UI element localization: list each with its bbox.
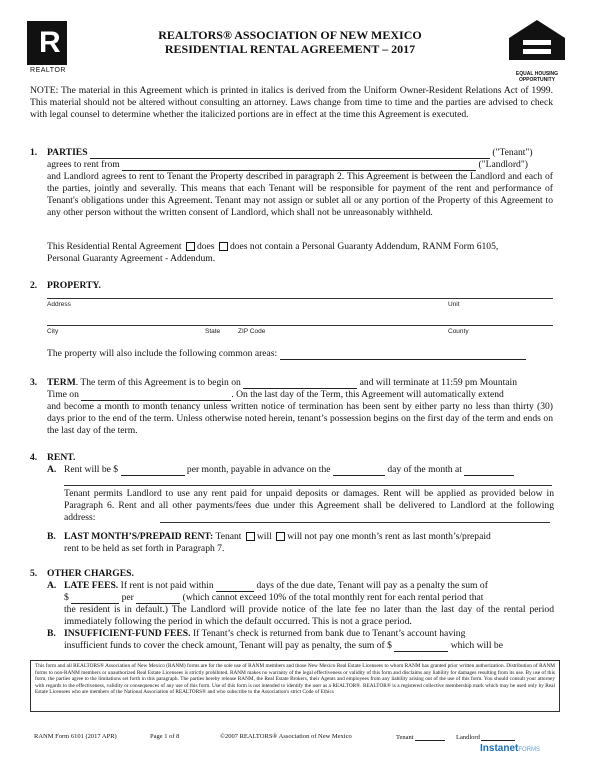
does-checkbox[interactable] [186, 242, 195, 251]
term-line-1 [47, 377, 557, 389]
state-label: State [205, 328, 221, 335]
footer-copyright: ©2007 REALTORS® Association of New Mexico [220, 733, 352, 740]
tenant-label: ("Tenant") [492, 147, 533, 158]
late-days-field[interactable] [216, 581, 254, 592]
late-fee-line-2 [64, 592, 556, 604]
late-text-2: days of the due date, Tenant will pay as a penalty the sum of [256, 580, 488, 591]
nsf-line-1 [64, 628, 554, 640]
property-title: PROPERTY. [47, 280, 101, 291]
last-month-tenant: Tenant [215, 531, 242, 542]
term-text-b: and will terminate at 11:59 pm Mountain [359, 377, 518, 388]
late-fee-line-1 [64, 580, 556, 592]
nsf-text-1: If Tenant’s check is returned from bank due to Tenant’s account having [192, 628, 466, 639]
pg-text-b: does not contain a Personal Guaranty Addendum, RANM Form 6105, [229, 241, 499, 252]
term-text-a: . The term of this Agreement is to begin on [75, 377, 241, 388]
title-line-2: RESIDENTIAL RENTAL AGREEMENT – 2017 [164, 42, 416, 56]
city-label: City [47, 328, 59, 335]
eho-text-2: OPPORTUNITY [518, 77, 556, 83]
rent-place-field[interactable] [464, 465, 514, 476]
nsf-b-letter: B. [47, 628, 56, 639]
last-month-title: LAST MONTH’S/PREPAID RENT: [64, 531, 214, 542]
agrees-text: agrees to rent from [47, 159, 120, 170]
nsf-amount-field[interactable] [394, 641, 448, 652]
term-body: and become a month to month tenancy unless written notice of termination has been sent by either party no less than thirty (30) days prior to the end of the term. Unless otherwise noted herein, tenant’s possession begins on the first day of the term and ends on the last day of the term. [47, 401, 553, 436]
rent-amount-field[interactable] [121, 465, 185, 476]
note-paragraph: NOTE: The material in this Agreement which is printed in italics is derived from the Uniform Owner-Resident Relations Act of 1999. This material should not be altered without consulting an attorney. Laws change from time to time and the parties are advised to check with legal counsel to determine whether the italicized portions are in effect at the time this Agreement is executed. [30, 85, 553, 120]
house-icon [505, 18, 569, 62]
rent-a-body: Tenant permits Landlord to use any rent paid for unpaid deposits or damages. Rent will be applied as provided below in Paragraph 6. Rent and all other payments/fees due under this Agreement shall be delivered to Landlord at the following address: [64, 488, 554, 523]
footer-tenant [396, 733, 445, 741]
will-not-label: will not pay one month’s rent as last month’s/prepaid [287, 531, 491, 542]
nsf-text-3: which will be [450, 640, 503, 651]
county-label: County [448, 328, 469, 335]
rent-b-line [64, 531, 556, 543]
pg-text-a: This Residential Rental Agreement [47, 241, 182, 252]
late-fee-body: the resident is in default.) The Landlord will provide notice of the late fee no later than the last day of the rental period immediately following the period in which the default occurred. This is not a grace period. [64, 604, 554, 627]
address-label: Address [47, 301, 71, 308]
section-1-body: and Landlord agrees to rent to Tenant the Property described in paragraph 2. This Agreement is between the Landlord and each of the parties, jointly and severally. This means that each Tenant will be responsible for payment of the rent and performance of Tenant's obligations under this Agreement. Tenant may not assign or sublet all or any portion of the Property of this Agreement to any other person without the written consent of Landlord, which shall not be unreasonably withheld. [47, 171, 553, 218]
landlord-initials-field[interactable] [481, 733, 515, 741]
term-end-field[interactable] [81, 390, 231, 401]
late-text-1: If rent is not paid within [120, 580, 214, 591]
section-5-number: 5. [30, 568, 38, 579]
late-fees-title: LATE FEES. [64, 580, 119, 591]
personal-guaranty-line-2: Personal Guaranty Agreement - Addendum. [47, 253, 216, 264]
disclaimer-box [30, 660, 560, 712]
does-not-checkbox[interactable] [219, 242, 228, 251]
section-1-number: 1. [30, 147, 38, 158]
landlord-name-field[interactable] [122, 160, 476, 171]
late-text-5: (which cannot exceed 10% of the total monthly rent for each rental period that [182, 592, 484, 603]
section-3-number: 3. [30, 377, 38, 388]
rent-a-line [64, 464, 556, 476]
realtor-logo-text: REALTOR [30, 67, 66, 74]
rent-text-3: day of the month at [387, 464, 462, 475]
will-checkbox[interactable] [246, 532, 255, 541]
address-field[interactable] [47, 298, 553, 299]
section-1-line1 [47, 147, 553, 159]
term-line-2 [47, 389, 557, 401]
landlord-label: ("Landlord") [478, 159, 528, 170]
page-title [90, 28, 490, 56]
forms-brand: FORMS [518, 747, 541, 753]
disclaimer-text: This form and all REALTORS® Association of New Mexico (RANM) forms are for the sole use of RANM members and those New Mexico Real Estate Licensees to whom RANM has granted prior written authorization. Distribution of RANM forms to non-RANM members or unauthorized Real Estate Licensees is strictly prohibited. RANM makes no warranty of the legal effectiveness or validity of this form and disclaims any liability for damages resulting from its use. By use of this form, the parties agree to the limitations set forth in this paragraph. The parties hereby release RANM, the Real Estate Brokers, their Agents and employees from any liability arising out of the use of this form. You should consult your attorney with regards to the effectiveness, validity or consequences of any use of this form. Use of this form is not intended to identify the user as a REALTOR®. REALTOR® is a registered collective membership mark which may be used only by Real Estate Licensees who are members of the National Association of REALTORS® and who subscribe to the Association's strict Code of Ethics [35, 663, 555, 695]
common-areas-line [47, 348, 553, 360]
pg-does-label: does [196, 241, 215, 252]
section-2-number: 2. [30, 280, 38, 291]
instanet-brand: Instanet [480, 743, 519, 754]
term-text-c: Time on [47, 389, 79, 400]
will-label: will [256, 531, 272, 542]
tenant-initials-field[interactable] [415, 733, 445, 741]
term-text-d: . On the last day of the Term, this Agreement will automatically extend [231, 389, 504, 400]
rent-address-field[interactable] [160, 522, 550, 523]
footer-landlord-label: Landlord [456, 734, 480, 741]
nsf-line-2 [64, 640, 556, 652]
rent-title: RENT. [47, 452, 76, 463]
term-title: TERM [47, 377, 76, 388]
common-areas-text: The property will also include the following common areas: [47, 348, 278, 359]
nsf-title: INSUFFICIENT-FUND FEES. [64, 628, 191, 639]
rent-text-2: per month, payable in advance on the [186, 464, 331, 475]
equal-housing-logo [505, 18, 569, 83]
eho-text-1: EQUAL HOUSING [515, 71, 559, 77]
rent-text-1: Rent will be $ [64, 464, 119, 475]
term-begin-field[interactable] [243, 378, 357, 389]
late-per-field[interactable] [136, 593, 180, 604]
other-charges-title: OTHER CHARGES. [47, 568, 134, 579]
city-field[interactable] [47, 325, 553, 326]
common-areas-field[interactable] [280, 349, 526, 360]
late-a-letter: A. [47, 580, 57, 591]
title-line-1: REALTORS® ASSOCIATION OF NEW MEXICO [158, 28, 422, 42]
parties-title: PARTIES [47, 147, 88, 158]
section-4-number: 4. [30, 452, 38, 463]
footer-landlord [456, 733, 515, 741]
rent-place-field-2[interactable] [64, 485, 552, 486]
zip-label: ZIP Code [238, 328, 266, 335]
rent-b-line-2: rent to be held as set forth in Paragraph 7. [64, 543, 225, 554]
footer-page: Page 1 of 8 [150, 733, 180, 740]
tenant-name-field[interactable] [90, 148, 490, 159]
rent-b-letter: B. [47, 531, 56, 542]
nsf-text-2: insufficient funds to cover the check amount, Tenant will pay as penalty, the sum of $ [64, 640, 392, 651]
instanet-logo [480, 743, 540, 754]
realtor-logo: R REALTOR [27, 21, 69, 77]
personal-guaranty-line [47, 241, 553, 253]
section-1-line2 [47, 159, 553, 171]
footer-tenant-label: Tenant [396, 734, 414, 741]
late-amount-field[interactable] [71, 593, 119, 604]
rent-day-field[interactable] [333, 465, 385, 476]
will-not-checkbox[interactable] [276, 532, 285, 541]
rent-a-letter: A. [47, 464, 57, 475]
footer-form-id: RANM Form 6101 (2017 APR) [34, 733, 117, 740]
unit-label: Unit [448, 301, 460, 308]
late-dollar: $ [64, 592, 69, 603]
late-per: per [121, 592, 134, 603]
